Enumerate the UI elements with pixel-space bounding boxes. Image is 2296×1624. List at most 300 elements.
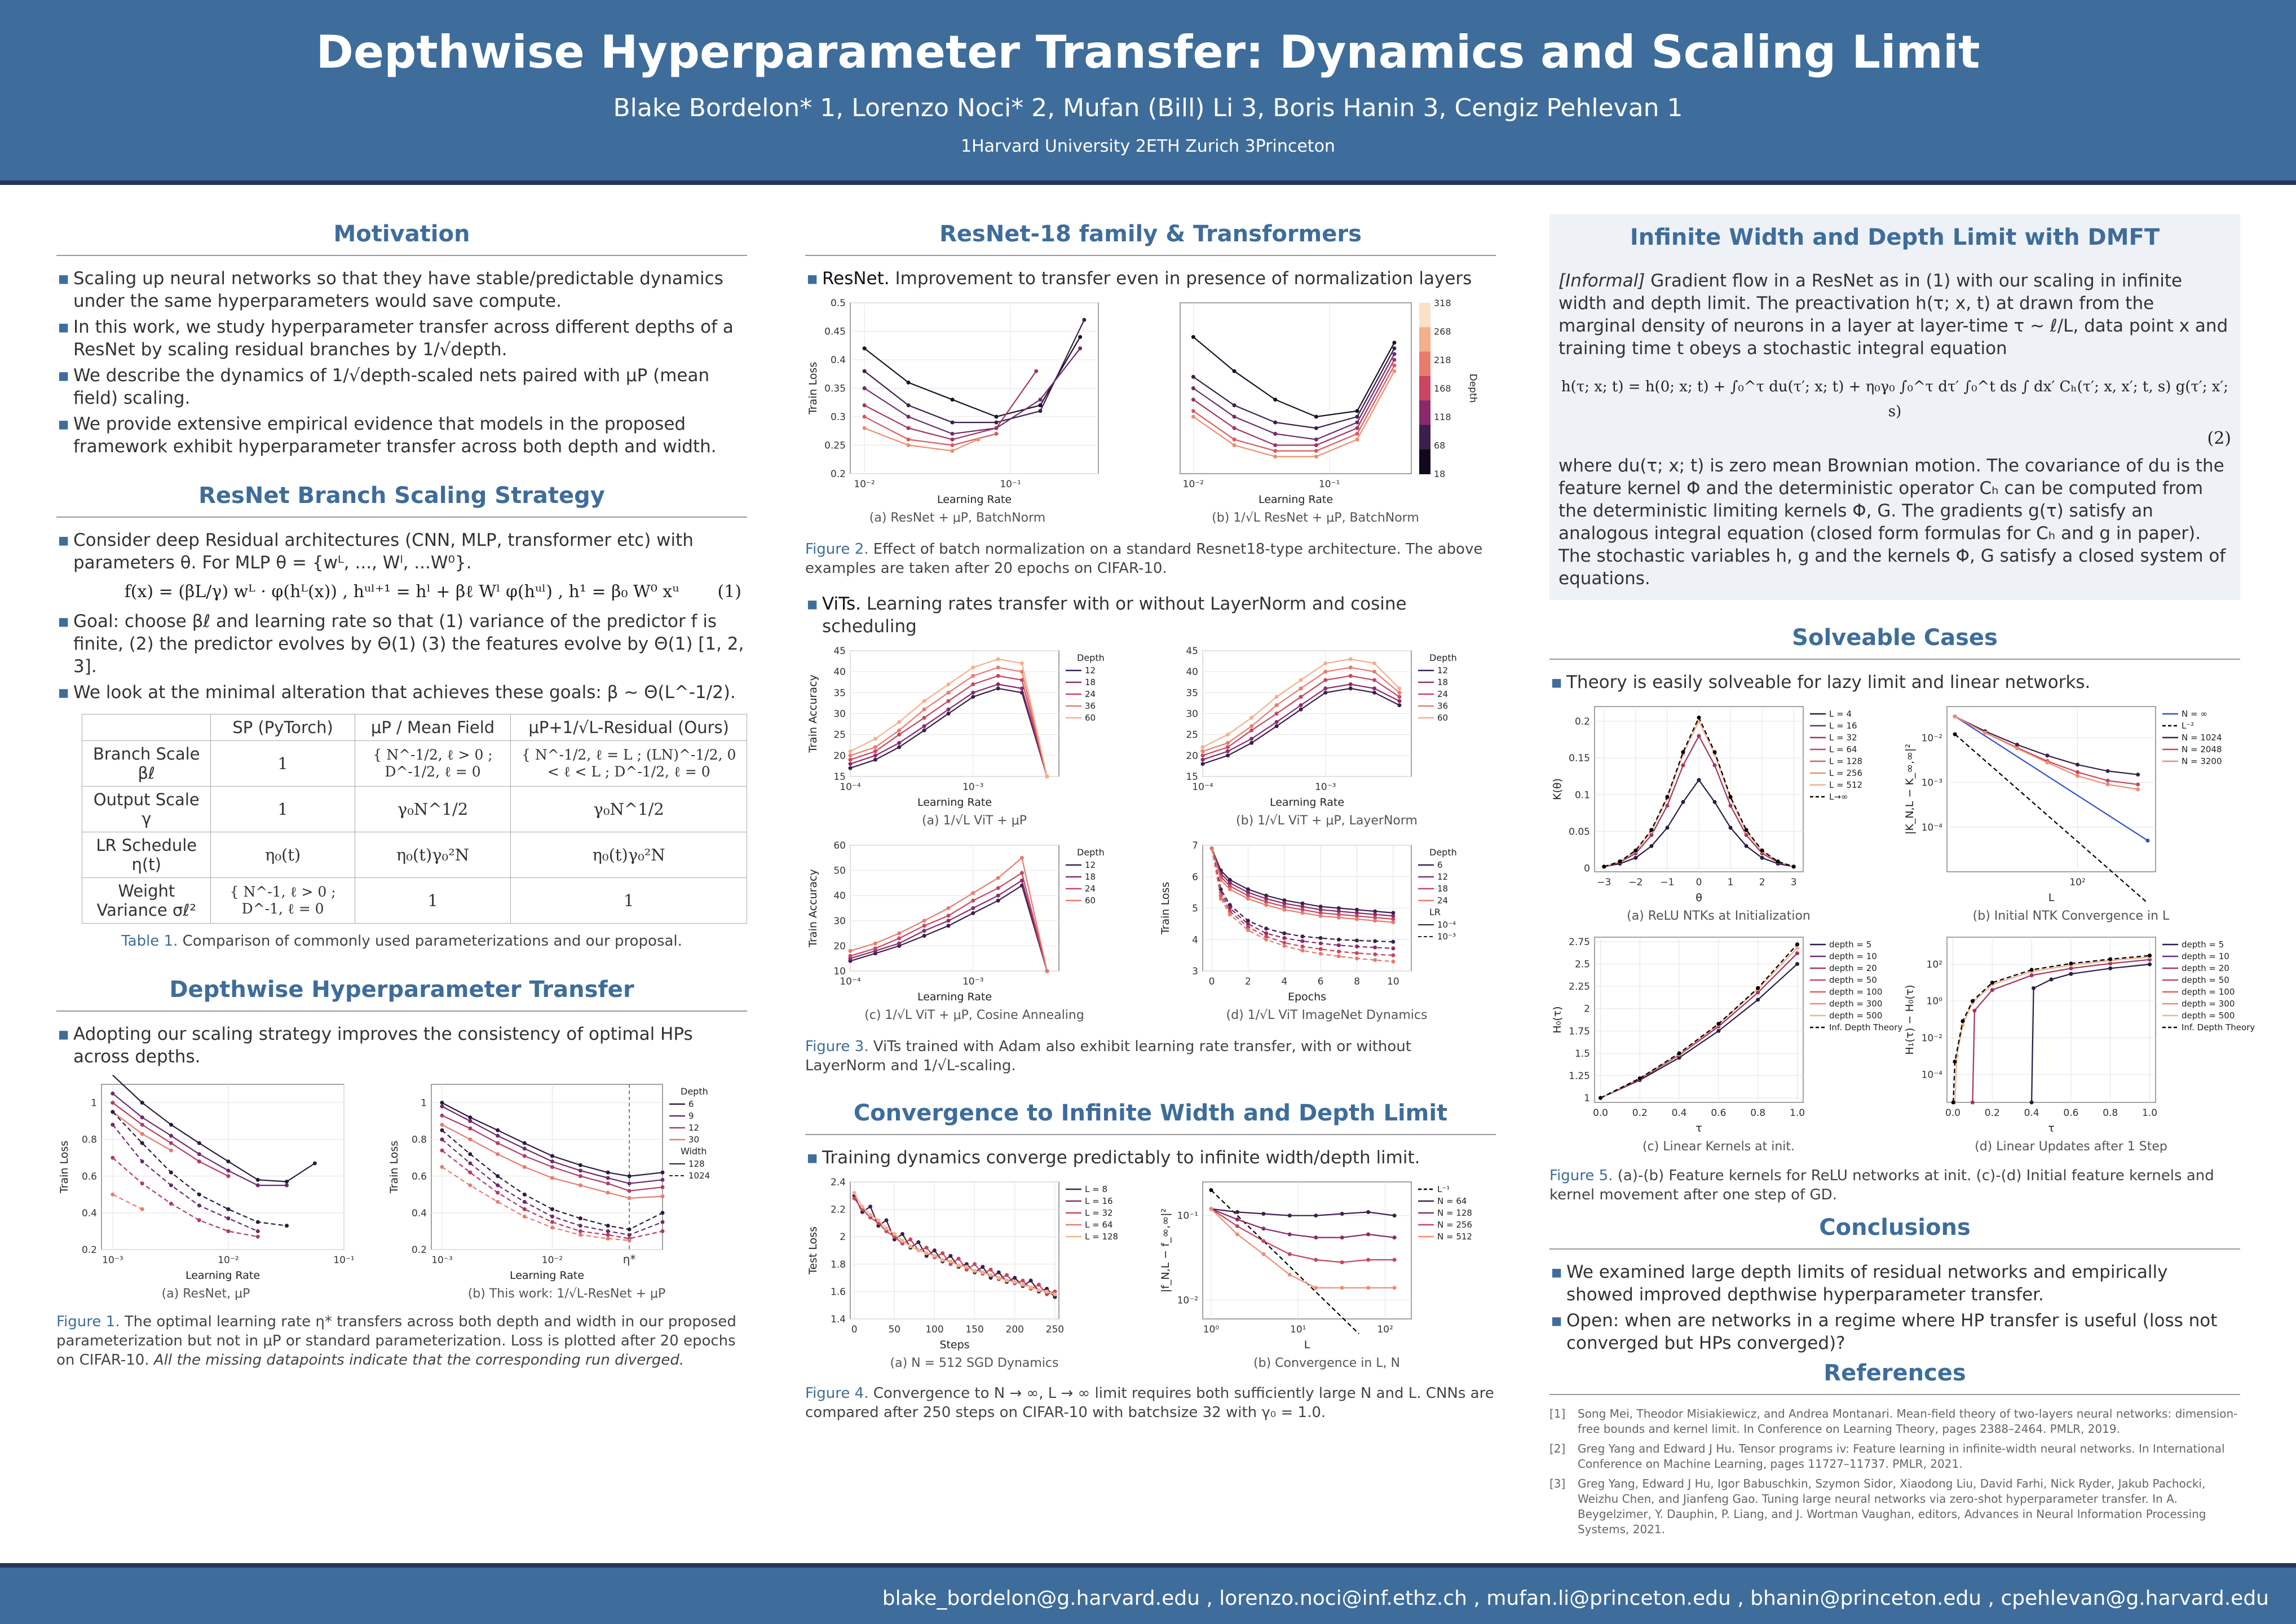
data-point <box>1029 1286 1033 1290</box>
x-axis-label: L <box>1304 1339 1310 1351</box>
data-point <box>897 745 901 749</box>
data-point <box>1649 828 1653 832</box>
figure-3b <box>1158 642 1496 828</box>
equation-2-body: h(τ; x; t) = h(0; x; t) + ∫₀^τ du(τ′; x; t) + η₀γ₀ ∫₀^τ dτ′ ∫₀^t ds ∫ dx′ Cₕ(τ′; x, x′; t, s) g(τ′; x′; s) <box>1561 378 2229 420</box>
data-point <box>922 716 926 720</box>
data-point <box>941 1258 944 1262</box>
x-axis-label: Learning Rate <box>917 991 992 1003</box>
data-point <box>1391 960 1395 964</box>
x-tick-label: 10⁻² <box>854 479 875 490</box>
data-point <box>1397 695 1401 699</box>
data-point <box>661 1178 665 1182</box>
data-point <box>971 665 975 669</box>
legend-label: 60 <box>1437 713 1449 723</box>
data-point <box>2076 774 2079 778</box>
data-point <box>628 1174 632 1178</box>
y-tick-label: 45 <box>1186 646 1198 657</box>
legend-label: L = 32 <box>1829 732 1857 743</box>
data-point <box>1078 335 1082 339</box>
legend-title: LR <box>1429 907 1441 917</box>
y-tick-label: 1 <box>1584 1093 1590 1105</box>
y-tick-label: 10 <box>833 966 846 977</box>
data-point <box>1273 421 1277 425</box>
y-tick-label: 0.4 <box>830 355 846 366</box>
data-point <box>1393 1213 1397 1217</box>
colorbar-segment <box>1419 303 1430 328</box>
y-tick-label: 1 <box>91 1097 97 1109</box>
legend-label: L = 16 <box>1085 1196 1113 1206</box>
data-point <box>111 1101 114 1105</box>
chart-fig1b <box>386 1076 747 1285</box>
data-point <box>951 443 955 447</box>
data-point <box>1355 956 1359 960</box>
data-point <box>1191 375 1195 379</box>
figure-1a <box>56 1076 355 1301</box>
data-point <box>2148 954 2152 957</box>
x-tick-label: 10⁻² <box>218 1255 239 1266</box>
data-point <box>1716 1022 1720 1026</box>
y-axis-label: Train Accuracy <box>807 869 819 947</box>
data-point <box>1372 670 1376 674</box>
data-point <box>1282 944 1286 948</box>
data-point <box>140 1115 144 1119</box>
data-point <box>550 1225 554 1229</box>
y-tick-label: 0.4 <box>411 1207 427 1219</box>
y-tick-label: 5 <box>1192 903 1198 915</box>
data-point <box>111 1193 114 1197</box>
chart-fig5a <box>1549 698 1888 907</box>
section-title-conclusions: Conclusions <box>1549 1215 2240 1250</box>
data-point <box>1020 661 1024 665</box>
x-axis-label: Learning Rate <box>917 796 992 809</box>
reference-text: Song Mei, Theodor Misiakiewicz, and Andrea Montanari. Mean-field theory of two-layers neural networks: dimension-free bounds and kernel limit. In Conference on Learning Theory, pages 2388–2464. PMLR, 2019. <box>1578 1407 2238 1436</box>
figure-3-bottom <box>805 837 1496 1022</box>
data-point <box>1261 1226 1265 1230</box>
y-tick-label: 0.2 <box>411 1245 427 1256</box>
data-point <box>922 919 926 923</box>
table-row-label: Output Scale γ <box>82 787 211 832</box>
data-point <box>226 1169 230 1173</box>
legend-label: 30 <box>688 1135 700 1145</box>
y-tick-label: 20 <box>833 750 846 762</box>
chart-fig3d <box>1158 837 1496 1006</box>
y-tick-label: 45 <box>833 646 846 657</box>
data-point <box>496 1200 500 1204</box>
data-point <box>606 1233 610 1237</box>
data-point <box>1261 1239 1265 1243</box>
figure-4a <box>805 1173 1143 1370</box>
data-point <box>550 1154 554 1158</box>
data-point <box>1393 1258 1397 1262</box>
data-point <box>468 1152 472 1156</box>
data-point <box>2050 977 2054 981</box>
equation-2-number-row <box>1558 426 2231 451</box>
branch-bullet: ▪ Goal: choose βℓ and learning rate so that (1) variance of the predictor f is finite, (2) the predictor evolves by Θ(1) (3) the features evolve by Θ(1) [1, 2, 3]. <box>56 610 747 678</box>
data-point <box>1392 369 1396 373</box>
references-list <box>1549 1406 2240 1537</box>
data-point <box>2076 763 2079 767</box>
data-point <box>111 1156 114 1160</box>
data-point <box>1228 912 1232 916</box>
legend-label: L = 128 <box>1829 756 1863 766</box>
data-point <box>907 438 911 442</box>
legend-label: depth = 20 <box>2182 963 2229 973</box>
data-point <box>1953 1060 1957 1063</box>
data-point <box>169 1171 173 1175</box>
x-tick-label: 10⁻⁴ <box>840 782 861 793</box>
data-point <box>661 1185 665 1189</box>
legend-label: depth = 300 <box>1829 999 1883 1009</box>
figure-4b <box>1158 1173 1496 1370</box>
x-tick-label: 150 <box>965 1324 984 1335</box>
legend-label: 24 <box>1437 895 1449 906</box>
data-point <box>916 1248 920 1252</box>
data-point <box>1209 1207 1213 1211</box>
subfigure-caption: (b) This work: 1/√L-ResNet + μP <box>467 1287 666 1301</box>
data-point <box>922 729 926 732</box>
equation-1-body: f(x) = (βL/γ) wᴸ · φ(hᴸ(x)) , hᵘˡ⁺¹ = hˡ + βℓ Wˡ φ(hᵘˡ) , h¹ = β₀ W⁰ xᵘ <box>124 582 679 602</box>
dmft-box <box>1549 258 2240 600</box>
motivation-bullet: ▪ In this work, we study hyperparameter transfer across different depths of a ResNet by scaling residual branches by 1/√depth. <box>56 316 747 361</box>
data-point <box>860 1204 864 1208</box>
x-tick-label: 0.0 <box>1592 1107 1608 1119</box>
data-point <box>907 426 911 430</box>
data-point <box>947 924 951 928</box>
figure-5-top <box>1549 698 2240 923</box>
data-point <box>1319 941 1323 945</box>
data-point <box>1633 849 1637 853</box>
data-point <box>606 1176 610 1180</box>
y-tick-label: 15 <box>1186 771 1198 783</box>
figure-caption-text: ViTs trained with Adam also exhibit learning rate transfer, with or without LayerNorm and 1/√L-scaling. <box>805 1038 1411 1074</box>
figure-caption-label: Figure 3. <box>805 1038 869 1055</box>
data-point <box>550 1159 554 1163</box>
data-point <box>1273 398 1277 401</box>
data-point <box>197 1159 201 1163</box>
data-point <box>1323 678 1327 682</box>
table-row <box>82 878 747 924</box>
data-point <box>140 1181 144 1185</box>
legend-label: N = 128 <box>1437 1208 1472 1218</box>
y-tick-label: 30 <box>833 708 846 720</box>
data-point <box>1299 686 1303 690</box>
data-point <box>1319 947 1323 951</box>
data-point <box>1665 826 1669 829</box>
data-point <box>140 1159 144 1163</box>
x-tick-label: 0 <box>851 1324 858 1335</box>
figure-4-panels <box>805 1173 1496 1370</box>
data-point <box>1366 1258 1370 1262</box>
y-tick-label: 2.75 <box>1569 936 1590 948</box>
table-caption-text: Comparison of commonly used parameterizations and our proposal. <box>182 933 682 950</box>
data-point <box>1319 936 1323 940</box>
data-point <box>1983 731 1987 735</box>
data-point <box>1314 438 1318 442</box>
data-point <box>994 415 998 419</box>
data-point <box>1373 919 1377 923</box>
data-point <box>873 758 877 762</box>
data-point <box>550 1220 554 1224</box>
data-point <box>1373 958 1377 962</box>
data-point <box>951 438 955 442</box>
legend-label: depth = 50 <box>1829 975 1877 985</box>
data-point <box>496 1134 500 1138</box>
table-cell: 1 <box>511 878 747 924</box>
figure-caption-emphasis: All the missing datapoints indicate that the corresponding run diverged. <box>153 1352 685 1369</box>
table-cell: γ₀N^1/2 <box>355 787 511 832</box>
data-point <box>1971 999 1975 1003</box>
parameterization-table <box>82 714 747 924</box>
x-tick-label: 10⁻³ <box>962 976 984 987</box>
subfigure-caption: (b) 1/√L ResNet + μP, BatchNorm <box>1212 511 1419 525</box>
conclusion-bullet: ▪ Open: when are networks in a regime where HP transfer is useful (loss not converged but HPs converged)? <box>1549 1309 2240 1354</box>
data-point <box>922 934 926 938</box>
data-point <box>947 712 951 716</box>
data-point <box>440 1101 444 1105</box>
legend-label: L = 64 <box>1085 1220 1113 1230</box>
section-title-resnet18: ResNet-18 family & Transformers <box>805 221 1496 256</box>
data-point <box>951 432 955 436</box>
data-point <box>997 1276 1001 1280</box>
data-point <box>873 941 877 945</box>
data-point <box>468 1171 472 1175</box>
figure-3a <box>805 642 1143 828</box>
data-point <box>2106 779 2110 783</box>
y-tick-label: 0.2 <box>1574 716 1590 728</box>
data-point <box>197 1218 201 1222</box>
data-point <box>1201 762 1205 766</box>
data-point <box>1233 438 1237 442</box>
data-point <box>925 1251 929 1255</box>
data-point <box>897 937 901 941</box>
figure-4-caption <box>805 1384 1496 1422</box>
y-tick-label: 1 <box>421 1097 427 1109</box>
data-point <box>1264 903 1268 907</box>
data-point <box>994 426 998 430</box>
data-point <box>951 421 955 425</box>
legend-label: L = 64 <box>1829 744 1857 754</box>
data-point <box>2136 787 2140 791</box>
subfigure-caption: (a) N = 512 SGD Dynamics <box>890 1356 1059 1370</box>
data-point <box>916 1240 920 1244</box>
data-point <box>550 1207 554 1211</box>
data-point <box>169 1184 173 1188</box>
data-point <box>1349 674 1353 678</box>
data-point <box>523 1207 527 1211</box>
plot-area <box>1595 937 1803 1102</box>
data-point <box>1340 1212 1344 1216</box>
poster-title: Depthwise Hyperparameter Transfer: Dynamics and Scaling Limit <box>316 26 1980 78</box>
data-point <box>1228 888 1232 892</box>
data-point <box>907 381 911 385</box>
data-point <box>897 732 901 736</box>
data-point <box>440 1165 444 1169</box>
subfigure-caption: (a) ReLU NTKs at Initialization <box>1627 909 1811 923</box>
data-point <box>1953 732 1957 736</box>
y-tick-label: 0.2 <box>830 469 846 480</box>
x-tick-label: 10⁻⁴ <box>840 976 861 987</box>
data-point <box>1273 449 1277 453</box>
legend-label: 1024 <box>688 1171 710 1181</box>
data-point <box>1273 454 1277 458</box>
data-point <box>1602 864 1606 868</box>
data-point <box>1210 846 1214 850</box>
data-point <box>1355 438 1359 442</box>
data-point <box>849 766 853 770</box>
data-point <box>256 1178 260 1182</box>
figure-1-panels <box>56 1076 747 1301</box>
data-point <box>1972 1009 1976 1013</box>
colorbar-label: Depth <box>1467 373 1478 403</box>
data-point <box>1264 926 1268 930</box>
data-point <box>1300 911 1304 915</box>
y-tick-label: 3 <box>1192 966 1198 977</box>
data-point <box>1314 415 1318 419</box>
data-point <box>523 1141 527 1145</box>
data-point <box>868 1204 872 1208</box>
bullet-heading: ViTs. <box>822 594 861 614</box>
data-point <box>1355 415 1359 419</box>
data-point <box>973 1269 977 1273</box>
data-point <box>897 720 901 724</box>
data-point <box>1045 775 1049 779</box>
table-cell: { N^-1, ℓ > 0 ; D^-1, ℓ = 0 <box>211 878 355 924</box>
chart-fig4a <box>805 1173 1143 1354</box>
data-point <box>606 1237 610 1241</box>
legend-title: Depth <box>1077 652 1105 663</box>
data-point <box>1235 1217 1239 1221</box>
vit-bullet <box>805 593 1496 638</box>
table-cell: { N^-1/2, ℓ > 0 ; D^-1/2, ℓ = 0 <box>355 741 511 787</box>
data-point <box>1273 432 1277 436</box>
legend-label: 12 <box>688 1123 700 1133</box>
data-point <box>2069 961 2073 965</box>
data-point <box>907 403 911 407</box>
data-point <box>2108 957 2112 961</box>
data-point <box>111 1110 114 1114</box>
data-point <box>996 665 1000 669</box>
data-point <box>1697 734 1701 738</box>
data-point <box>1037 1288 1041 1292</box>
y-tick-label: 0.8 <box>411 1134 427 1146</box>
data-point <box>925 1246 929 1250</box>
dmft-paragraph <box>1558 270 2231 360</box>
legend-label: 18 <box>1437 884 1449 894</box>
data-point <box>1349 682 1353 686</box>
x-tick-label: 0.4 <box>1671 1107 1687 1119</box>
data-point <box>1665 795 1669 799</box>
data-point <box>863 426 867 430</box>
data-point <box>1355 945 1359 948</box>
figure-caption-label: Figure 1. <box>56 1313 120 1330</box>
subfigure-caption: (c) Linear Kernels at init. <box>1642 1140 1795 1154</box>
colorbar-tick-label: 168 <box>1434 383 1451 394</box>
data-point <box>606 1229 610 1233</box>
table-cell: 1 <box>211 741 355 787</box>
data-point <box>922 924 926 928</box>
data-point <box>140 1123 144 1127</box>
legend-label: 18 <box>1085 677 1096 687</box>
data-point <box>948 1259 952 1263</box>
data-point <box>2030 973 2034 977</box>
table-cell: η₀(t)γ₀²N <box>355 832 511 878</box>
table-cell: η₀(t) <box>211 832 355 878</box>
legend-label: 60 <box>1085 713 1096 723</box>
table-row <box>82 832 747 878</box>
data-point <box>197 1141 201 1145</box>
data-point <box>606 1171 610 1175</box>
y-tick-label: 10² <box>1926 959 1942 971</box>
data-point <box>661 1211 665 1215</box>
y-tick-label: 0 <box>1584 863 1590 875</box>
table-header-cell <box>82 714 211 741</box>
data-point <box>169 1141 173 1145</box>
y-axis-label: Train Loss <box>58 1140 70 1194</box>
data-point <box>1300 934 1304 938</box>
data-point <box>1397 686 1401 690</box>
data-point <box>997 1270 1001 1274</box>
x-tick-label: 10 <box>1387 976 1399 987</box>
data-point <box>1349 657 1353 661</box>
x-tick-label: 10⁻⁴ <box>1192 782 1213 793</box>
x-axis-label: Learning Rate <box>509 1269 585 1282</box>
section-title-references: References <box>1549 1360 2240 1395</box>
data-point <box>1249 716 1253 720</box>
figure-1-caption <box>56 1312 747 1370</box>
data-point <box>579 1169 582 1173</box>
data-point <box>1191 415 1195 419</box>
data-point <box>661 1171 665 1175</box>
data-point <box>169 1123 173 1127</box>
data-point <box>1314 1213 1318 1217</box>
legend-label: depth = 50 <box>2182 975 2229 985</box>
data-point <box>922 699 926 703</box>
data-point <box>1273 443 1277 447</box>
bullet-text: Learning rates transfer with or without LayerNorm and cosine scheduling <box>822 594 1407 637</box>
y-tick-label: 50 <box>833 865 846 877</box>
figure-1b <box>386 1076 747 1301</box>
legend-label: L⁻¹ <box>1437 1184 1450 1194</box>
figure-3-top <box>805 642 1496 828</box>
subfigure-caption: (b) Initial NTK Convergence in L <box>1972 909 2170 923</box>
data-point <box>1337 943 1341 947</box>
data-point <box>971 906 975 910</box>
legend-label: depth = 20 <box>1829 963 1877 973</box>
y-tick-label: 0.25 <box>824 440 846 452</box>
x-tick-label: 0.4 <box>2024 1107 2039 1119</box>
y-tick-label: 35 <box>833 687 846 699</box>
y-tick-label: 0.6 <box>81 1171 97 1182</box>
data-point <box>947 906 951 910</box>
legend-label: L→∞ <box>1829 792 1848 802</box>
y-tick-label: 4 <box>1192 934 1198 946</box>
x-tick-label: 0.8 <box>2103 1107 2118 1119</box>
y-tick-label: 10⁻³ <box>1921 777 1942 789</box>
y-tick-label: 60 <box>833 840 846 851</box>
chart-fig2b <box>1135 294 1496 509</box>
x-axis-label: Learning Rate <box>937 493 1012 506</box>
legend-label: 36 <box>1437 701 1449 711</box>
y-tick-label: 40 <box>833 890 846 902</box>
data-point <box>2108 967 2112 970</box>
data-point <box>849 954 853 958</box>
data-point <box>1288 1232 1292 1236</box>
legend-label: N = ∞ <box>2182 709 2207 719</box>
y-tick-label: 0.05 <box>1569 826 1590 838</box>
data-point <box>1355 432 1359 436</box>
data-point <box>908 1238 912 1242</box>
x-tick-label: 50 <box>888 1324 901 1335</box>
